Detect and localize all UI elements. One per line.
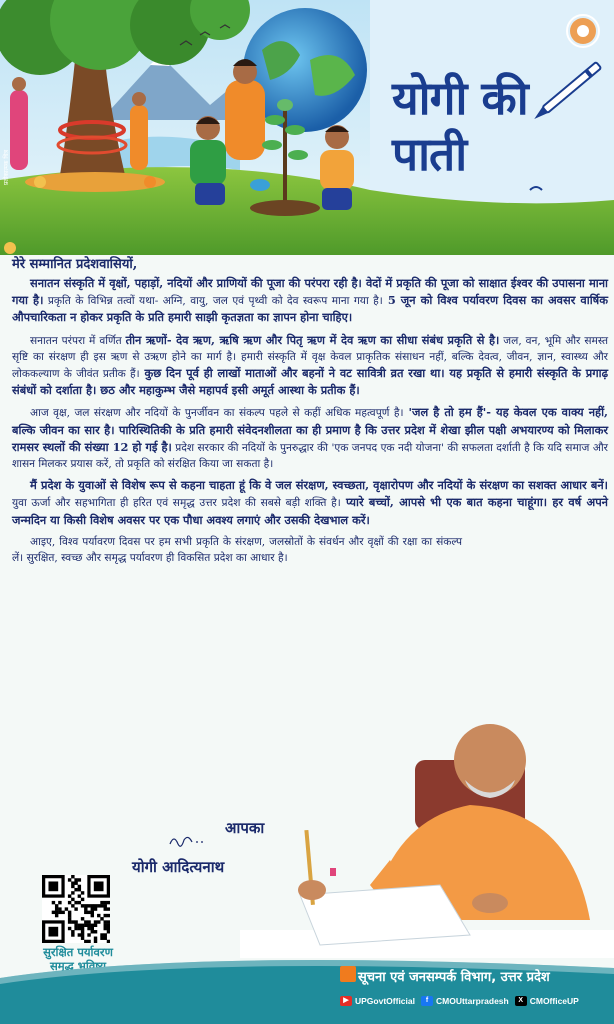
paragraph-3 <box>12 404 608 472</box>
p4-bold: मैं प्रदेश के युवाओं से विशेष रूप से कहना चाहता हूं कि वे जल संरक्षण, स्वच्छता, वृक्षारोपण और नदियों के संरक्षण का सशक्त आधार बनें। <box>30 478 608 493</box>
social-facebook[interactable] <box>421 996 509 1006</box>
p4-bold-2: प्यारे बच्चों, आपसे भी एक बात कहना चाहूंगा। हर वर्ष अपने जन्मदिन या किसी विशेष अवसर पर एक पौधा अवश्य लगाएं और उसकी देखभाल करें। <box>12 495 608 527</box>
social-youtube[interactable] <box>340 996 415 1006</box>
youtube-icon: ▶ <box>340 996 352 1006</box>
p1-normal: प्रकृति के विभिन्न तत्वों यथा- अग्नि, वायु, जल एवं पृथ्वी को देव स्वरूप माना गया है। <box>43 295 383 308</box>
salutation: मेरे सम्मानित प्रदेशवासियों, <box>12 257 138 272</box>
social-label: CMOfficeUP <box>529 996 579 1006</box>
paragraph-4 <box>12 477 608 529</box>
social-x[interactable] <box>515 996 579 1006</box>
facebook-icon: f <box>421 996 433 1006</box>
header-banner <box>0 0 614 255</box>
p2-bold: तीन ऋणों- देव ऋण, ऋषि ऋण और पितृ ऋण में देव ऋण का सीधा संबंध प्रकृति से है। <box>125 332 500 347</box>
department-name: सूचना एवं जनसम्पर्क विभाग, उत्तर प्रदेश <box>358 970 550 985</box>
tagline-line-2: समृद्ध भविष्य <box>49 959 107 973</box>
p3-normal-2: प्रदेश सरकार की नदियों के पुनरुद्धार की 'एक जनपद एक नदी योजना' की सफलता दर्शाती है कि यदि समाज और शासन मिलकर प्रयास करें, तो प्रकृति को संरक्षित किया जा सकता है। <box>12 441 608 471</box>
title-line-1: योगी की <box>392 71 528 125</box>
social-label: CMOUttarpradesh <box>435 996 509 1006</box>
title-line-2: पाती <box>392 127 467 181</box>
p4-normal: युवा ऊर्जा और सहभागिता ही हरित एवं समृद्ध उत्तर प्रदेश की सबसे बड़ी शक्ति है। <box>12 497 341 510</box>
qr-code[interactable] <box>42 875 110 943</box>
government-emblem-icon <box>566 14 600 48</box>
x-icon: X <box>515 996 527 1006</box>
handwritten-signature <box>168 832 208 852</box>
p1-bold: सनातन संस्कृति में वृक्षों, पहाड़ों, नदियों और प्राणियों की पूजा की परंपरा रही है। वेदों में प्रकृति की पूजा को साक्षात ईश्वर की उपासना माना गया है। <box>12 276 608 308</box>
tagline-line-1: सुरक्षित पर्यावरण <box>43 945 113 959</box>
paragraph-2 <box>12 332 608 400</box>
p2-bold-2: कुछ दिन पूर्व ही लाखों माताओं और बहनों ने वट सावित्री व्रत रखा था। यह प्रकृति से हमारी संस्कृति के प्रगाढ़ संबंधों को दर्शाता है। छठ और महाकुम्भ जैसे महापर्व इसी अमूर्त आस्था के प्रतीक हैं। <box>12 366 608 398</box>
qr-code-pattern <box>42 875 110 943</box>
p2-normal-2: जल, वन, भूमि और समस्त सृष्टि का संरक्षण ही इस ऋण से उऋण होने का मार्ग है। हमारी संस्कृति में वृक्ष केवल प्राकृतिक संसाधन नहीं, बल्कि देवत्व, जीवन, ज्ञान, स्वास्थ्य और लोककल्याण के जीवंत प्रतीक हैं। <box>12 334 608 381</box>
paragraph-1 <box>12 275 608 327</box>
p2-normal: सनातन परंपरा में वर्णित <box>30 334 126 347</box>
signatory-name: योगी आदित्यनाथ <box>132 858 225 876</box>
social-label: UPGovtOfficial <box>355 996 415 1006</box>
social-links <box>340 996 579 1006</box>
letter-body <box>12 256 608 571</box>
photo-credit: प्रतीकात्मक चित्र <box>3 150 10 186</box>
p3-bold: 'जल है तो हम हैं'- यह केवल एक वाक्य नहीं, बल्कि जीवन का सार है। पारिस्थितिकी के प्रति हमारी संवेदनशीलता का ही प्रमाण है कि उत्तर प्रदेश में शेखा झील पक्षी अभयारण्य को मिलाकर रामसर स्थलों की संख्या 12 हो गई है। <box>12 405 608 454</box>
paragraph-5 <box>12 534 462 566</box>
p1-bold-2: 5 जून को विश्व पर्यावरण दिवस का अवसर वार्षिक औपचारिकता न होकर प्रकृति के प्रति हमारी साझी कृतज्ञता का ज्ञापन होना चाहिए। <box>12 293 608 325</box>
letter-closing: आपका <box>225 819 265 837</box>
page-title <box>392 70 528 182</box>
p3-normal: आज वृक्ष, जल संरक्षण और नदियों के पुनर्जीवन का संकल्प पहले से कहीं अधिक महत्वपूर्ण है। <box>30 407 404 420</box>
chief-minister-portrait <box>240 690 614 958</box>
department-logo-icon <box>340 966 356 982</box>
p5-normal: आइए, विश्व पर्यावरण दिवस पर हम सभी प्रकृति के संरक्षण, जलस्रोतों के संवर्धन और वृक्षों की रक्षा का संकल्प लें। सुरक्षित, स्वच्छ और समृद्ध पर्यावरण ही विकसित प्रदेश का आधार है। <box>12 535 462 565</box>
